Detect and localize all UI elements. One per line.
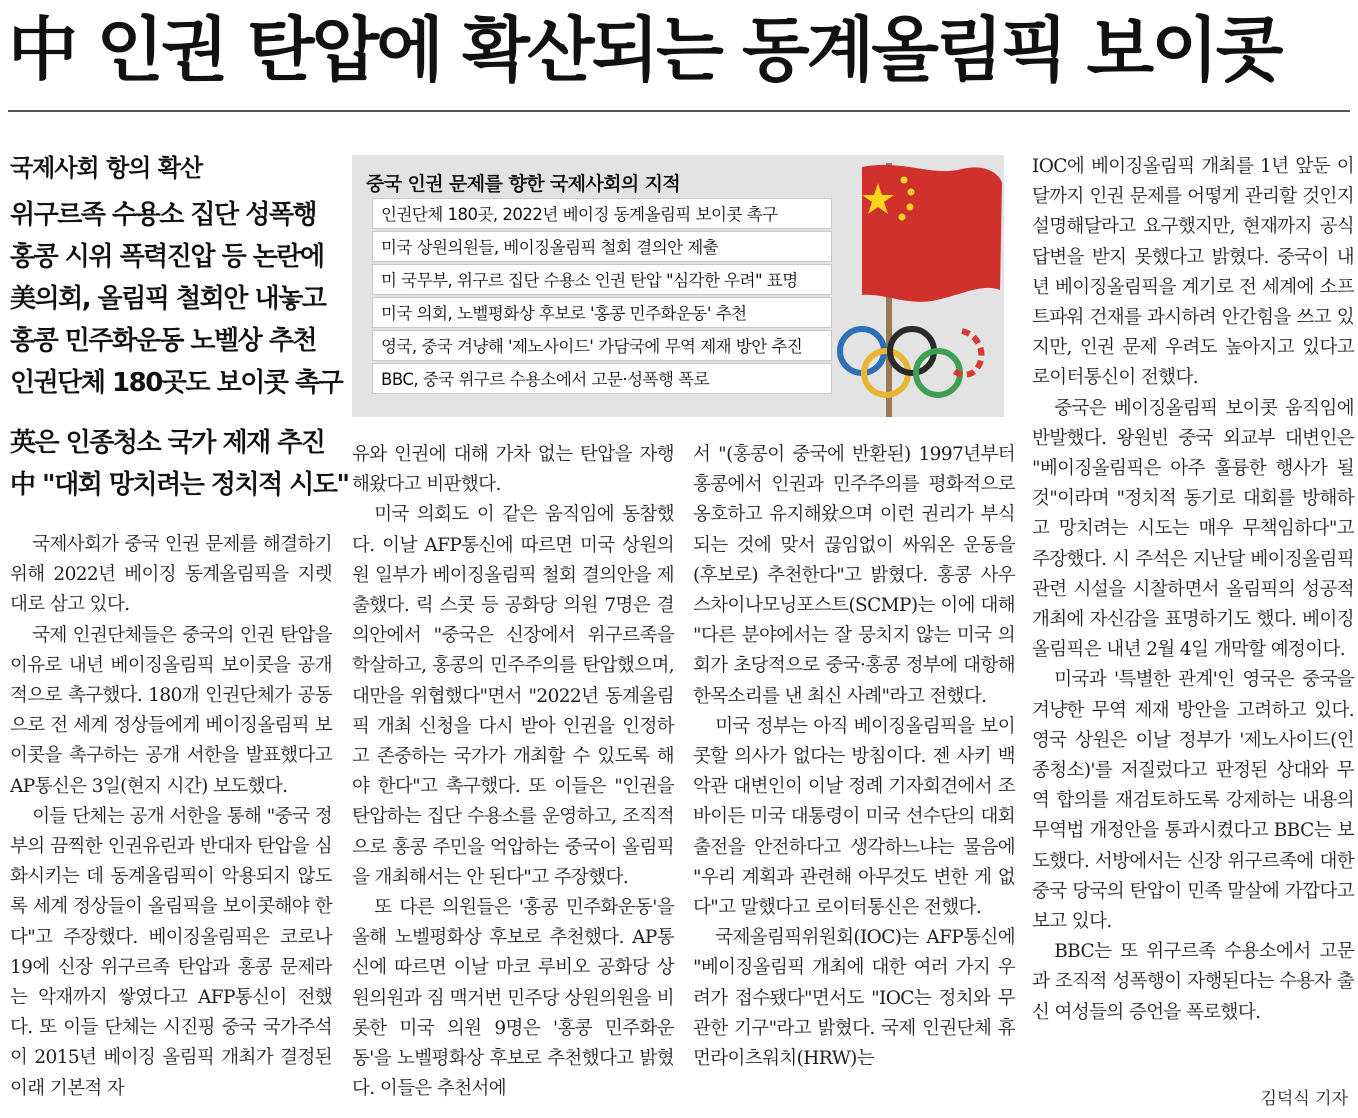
subhead-line: 인권단체 180곳도 보이콧 촉구 xyxy=(10,368,343,398)
paragraph: 서 "(홍콩이 중국에 반환된) 1997년부터 홍콩에서 인권과 민주주의를 평화적으로 옹호하고 유지해왔으며 이런 권리가 부식되는 것에 맞서 끊임없이 싸워온 운동을 (후보로) 추천한다"고 밝혔다. 홍콩 사우스차이나모닝포스트(SCMP)는 이에 대해 "다른 분야에서는 잘 뭉치지 않는 미국 의회가 초당적으로 중국·홍콩 정부에 대항해 한목소리를 낸 최신 사례"라고 전했다. xyxy=(693,444,1015,707)
subhead-line: 홍콩 시위 폭력진압 등 논란에 xyxy=(10,242,324,272)
subheads xyxy=(10,148,349,506)
subhead-line: 홍콩 민주화운동 노벨상 추천 xyxy=(10,326,317,356)
china-flag-icon xyxy=(862,165,1002,302)
article-column-3 xyxy=(693,440,1015,1074)
small-star-icon xyxy=(908,189,915,196)
subhead-line: 美의회, 올림픽 철회안 내놓고 xyxy=(10,284,326,314)
info-box-item: 미국 상원의원들, 베이징올림픽 철회 결의안 제출 xyxy=(372,231,832,262)
headline-rule xyxy=(8,110,1350,112)
subhead-line: 中 "대회 망치려는 정치적 시도" xyxy=(10,470,349,500)
info-box-item: 영국, 중국 겨냥해 '제노사이드' 가담국에 무역 제재 방안 추진 xyxy=(372,330,832,361)
paragraph: IOC에 베이징올림픽 개최를 1년 앞둔 이달까지 인권 문제를 어떻게 관리할 것인지 설명해달라고 요구했지만, 현재까지 공식 답변을 받지 못했다고 밝혔다. 중국이 내년 베이징올림픽을 계기로 전 세계에 소프트파워 건재를 과시하려 안간힘을 쓰고 있지만, 인권 문제 우려도 높아지고 있다고 로이터통신이 전했다. xyxy=(1032,156,1354,389)
article-column-1 xyxy=(10,530,332,1104)
info-box-item: 인권단체 180곳, 2022년 베이징 동계올림픽 보이콧 촉구 xyxy=(372,198,832,229)
article-column-4 xyxy=(1032,152,1354,1028)
info-box-title: 중국 인권 문제를 향한 국제사회의 지적 xyxy=(366,173,681,195)
subhead-line: 英은 인종청소 국가 제재 추진 xyxy=(10,428,325,458)
paragraph: 미국과 '특별한 관계'인 영국은 중국을 겨냥한 무역 제재 방안을 고려하고 있다. 영국 상원은 이날 정부가 '제노사이드(인종청소)'를 저질렀다고 판정된 상대와 무역 합의를 재검토하도록 강제하는 내용의 무역법 개정안을 통과시켰다고 BBC는 보도했다. 서방에서는 신장 위구르족에 대한 중국 당국의 탄압이 민족 말살에 가깝다고 보고 있다. xyxy=(1032,669,1354,933)
article-column-2 xyxy=(352,440,674,1104)
paragraph: 미국 정부는 아직 베이징올림픽을 보이콧할 의사가 없다는 방침이다. 젠 사키 백악관 대변인이 이날 정례 기자회견에서 조 바이든 미국 대통령이 미국 선수단의 대회 출전을 안전하다고 생각하느냐는 물음에 "우리 계획과 관련해 아무것도 변한 게 없다"고 말했다고 로이터통신은 전했다. xyxy=(693,715,1015,919)
info-box-item: BBC, 중국 위구르 수용소에서 고문·성폭행 폭로 xyxy=(372,363,832,394)
paragraph: 중국은 베이징올림픽 보이콧 움직임에 반발했다. 왕원빈 중국 외교부 대변인은 "베이징올림픽은 아주 훌륭한 행사가 될 것"이라며 "정치적 동기로 대회를 방해하고 망치려는 시도는 매우 무책임하다"고 주장했다. 시 주석은 지난달 베이징올림픽 관련 시설을 시찰하면서 올림픽의 성공적 개최에 자신감을 표명하기도 했다. 베이징올림픽은 내년 2월 4일 개막할 예정이다. xyxy=(1032,397,1354,661)
paragraph: 또 다른 의원들은 '홍콩 민주화운동'을 올해 노벨평화상 후보로 추천했다. AP통신에 따르면 이날 마코 루비오 공화당 상원의원과 짐 맥거번 민주당 상원의원을 비롯한 미국 의원 9명은 '홍콩 민주화운동'을 노벨평화상 후보로 추천했다고 밝혔다. 이들은 추천서에 xyxy=(352,897,674,1100)
info-box-list xyxy=(372,198,832,396)
paragraph: 유와 인권에 대해 가차 없는 탄압을 자행해왔다고 비판했다. xyxy=(352,444,674,496)
small-star-icon xyxy=(901,177,908,184)
paragraph: BBC는 또 위구르족 수용소에서 고문과 조직적 성폭행이 자행된다는 수용자 출신 여성들의 증언을 폭로했다. xyxy=(1032,941,1354,1023)
info-graphic-box xyxy=(352,155,1004,417)
subhead-line: 국제사회 항의 확산 xyxy=(10,154,203,182)
china-flag-olympic-rings-illustration xyxy=(822,155,1004,417)
paragraph: 국제 인권단체들은 중국의 인권 탄압을 이유로 내년 베이징올림픽 보이콧을 공개적으로 촉구했다. 180개 인권단체가 공동으로 전 세계 정상들에게 베이징올림픽 보이콧을 촉구하는 공개 서한을 발표했다고 AP통신은 3일(현지 시간) 보도했다. xyxy=(10,624,332,797)
info-box-item: 미 국무부, 위구르 집단 수용소 인권 탄압 "심각한 우려" 표명 xyxy=(372,264,832,295)
paragraph: 국제사회가 중국 인권 문제를 해결하기 위해 2022년 베이징 동계올림픽을 지렛대로 삼고 있다. xyxy=(10,534,332,616)
paragraph: 이들 단체는 공개 서한을 통해 "중국 정부의 끔찍한 인권유린과 반대자 탄압을 심화시키는 데 동계올림픽이 악용되지 않도록 세계 정상들이 올림픽을 보이콧해야 한다"고 주장했다. 베이징올림픽은 코로나19에 신장 위구르족 탄압과 홍콩 문제라는 악재까지 쌓였다고 AFP통신이 전했다. 또 이들 단체는 시진핑 중국 국가주석이 2015년 베이징 올림픽 개최가 결정된 이래 기본적 자 xyxy=(10,805,332,1099)
paragraph: 미국 의회도 이 같은 움직임에 동참했다. 이날 AFP통신에 따르면 미국 상원의원 일부가 베이징올림픽 철회 결의안을 제출했다. 릭 스콧 등 공화당 의원 7명은 결의안에서 "중국은 신장에서 위구르족을 학살하고, 홍콩의 민주주의를 탄압했으며, 대만을 위협했다"면서 "2022년 동계올림픽 개최 신청을 다시 받아 인권을 인정하고 존중하는 국가가 개최할 수 있도록 해야 한다"고 촉구했다. 또 이들은 "인권을 탄압하는 집단 수용소를 운영하고, 조직적으로 홍콩 주민을 억압하는 중국이 올림픽을 개최해서는 안 된다"고 주장했다. xyxy=(352,504,674,888)
olympic-rings-icon xyxy=(840,329,981,395)
info-box-item: 미국 의회, 노벨평화상 후보로 '홍콩 민주화운동' 추천 xyxy=(372,297,832,328)
headline: 中 인권 탄압에 확산되는 동계올림픽 보이콧 xyxy=(8,9,1281,91)
small-star-icon xyxy=(899,214,906,221)
byline: 김덕식 기자 xyxy=(1260,1089,1348,1109)
small-star-icon xyxy=(907,204,914,211)
subhead-line: 위구르족 수용소 집단 성폭행 xyxy=(10,200,317,230)
paragraph: 국제올림픽위원회(IOC)는 AFP통신에 "베이징올림픽 개최에 대한 여러 가지 우려가 접수됐다"면서도 "IOC는 정치와 무관한 기구"라고 밝혔다. 국제 인권단체 휴먼라이츠워치(HRW)는 xyxy=(693,927,1015,1070)
